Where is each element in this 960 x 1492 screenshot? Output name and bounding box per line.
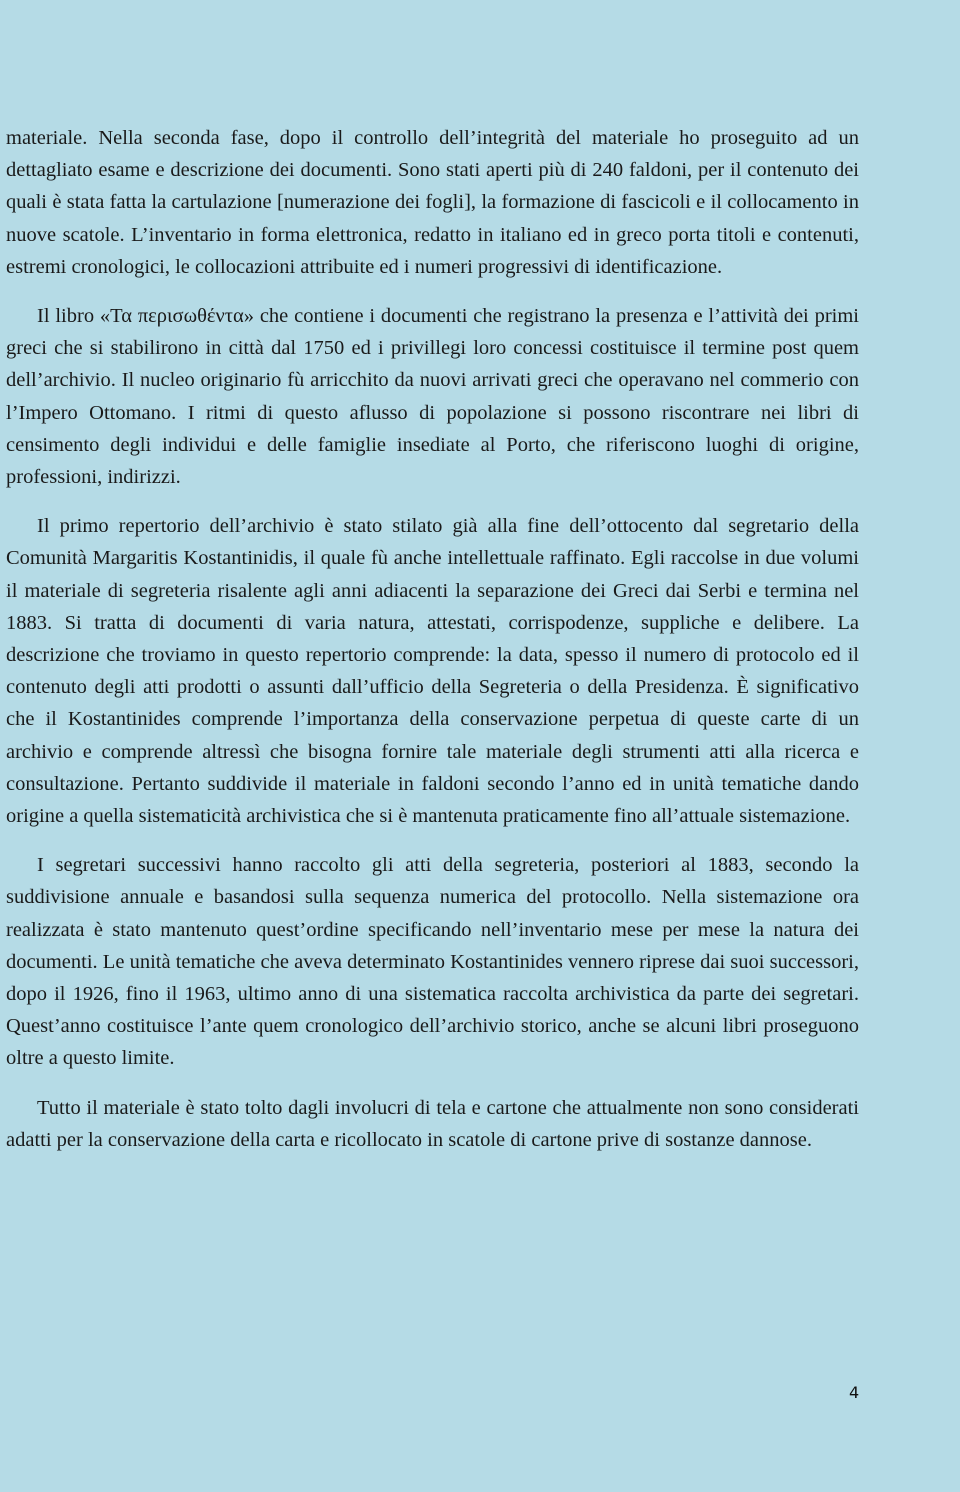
paragraph-2: Il libro «Τα περισωθέντα» che contiene i documenti che registrano la presenza e l’attività dei primi greci che si stabilirono in città dal 1750 ed i privillegi loro concessi costituisce il termine post quem dell’archivio. Il nucleo originario fù arricchito da nuovi arrivati greci che operavano nel commerio con l’Impero Ottomano. I ritmi di questo aflusso di popolazione si possono riscontrare nei libri di censimento degli individui e delle famiglie insediate al Porto, che riferiscono luoghi di origine, professioni, indirizzi. — [6, 305, 859, 489]
paragraph-5: Tutto il materiale è stato tolto dagli involucri di tela e cartone che attualmente non sono considerati adatti per la conservazione della carta e ricollocato in scatole di cartone prive di sostanze dannose. — [6, 1096, 859, 1151]
paragraph-3: Il primo repertorio dell’archivio è stato stilato già alla fine dell’ottocento dal segretario della Comunità Margaritis Kostantinidis, il quale fù anche intellettuale raffinato. Egli raccolse in due volumi il materiale di segreteria risalente agli anni adiacenti la separazione dei Greci dai Serbi e termina nel 1883. Si tratta di documenti di varia natura, attestati, corrispodenze, suppliche e delibere. La descrizione che troviamo in questo repertorio comprende: la data, spesso il numero di protocolo ed il contenuto degli atti prodotti o assunti dall’ufficio della Segreteria o della Presidenza. È significativo che il Kostantinides comprende l’importanza della conservazione perpetua di queste carte di un archivio e comprende altressì che bisogna fornire tale materiale degli strumenti atti alla ricerca e consultazione. Pertanto suddivide il materiale in faldoni secondo l’anno ed in unità tematiche dando origine a quella sistematicità archivistica che si è mantenuta praticamente fino all’attuale sistemazione. — [6, 515, 859, 828]
paragraph-1: materiale. Nella seconda fase, dopo il controllo dell’integrità del materiale ho proseguito ad un dettagliato esame e descrizione dei documenti. Sono stati aperti più di 240 faldoni, per il contenuto dei quali è stata fatta la cartulazione [numerazione dei fogli], la formazione di fascicoli e il collocamento in nuove scatole. L’inventario in forma elettronica, redatto in italiano ed in greco porta titoli e contenuti, estremi cronologici, le collocazioni attribuite ed i numeri progressivi di identificazione. — [6, 127, 859, 278]
paragraph-4: I segretari successivi hanno raccolto gli atti della segreteria, posteriori al 1883, secondo la suddivisione annuale e basandosi sulla sequenza numerica del protocollo. Nella sistemazione ora realizzata è stato mantenuto quest’ordine specificando nell’inventario mese per mese la natura dei documenti. Le unità tematiche che aveva determinato Kostantinides vennero riprese dai suoi successori, dopo il 1926, fino il 1963, ultimo anno di una sistematica raccolta archivistica da parte dei segretari. Quest’anno costituisce l’ante quem cronologico dell’archivio storico, anche se alcuni libri proseguono oltre a questo limite. — [6, 854, 859, 1070]
page-number: 4 — [849, 1383, 860, 1402]
document-body — [6, 122, 859, 1156]
